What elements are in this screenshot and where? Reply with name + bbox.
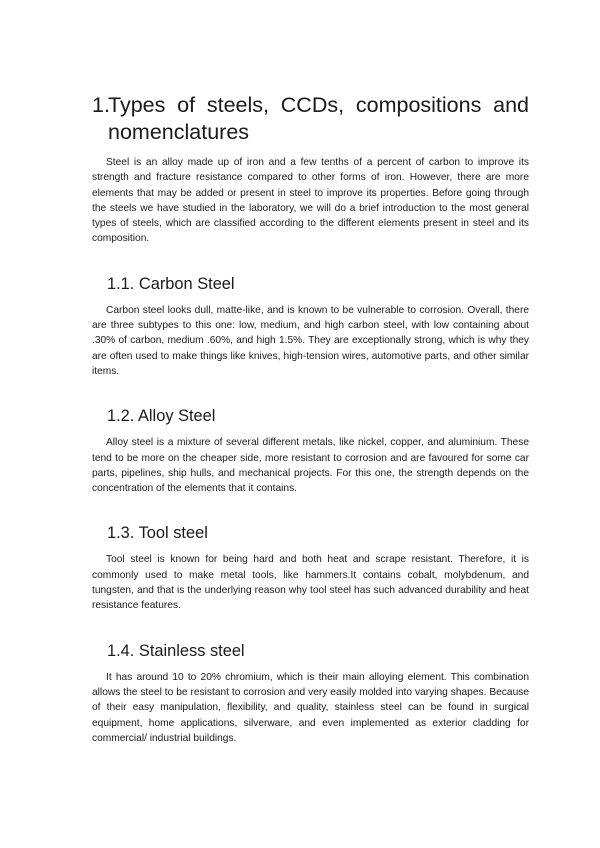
section-body-tool-steel: Tool steel is known for being hard and both heat and scrape resistant. Therefore, it is commonly used to make metal tools, like hammers.It contains cobalt, molybdenum, and tungsten, and that is the underlying reason why tool steel has such advanced durability and heat resistance features. — [92, 554, 529, 612]
section-heading-stainless-steel: 1.4. Stainless steel — [107, 641, 245, 660]
section-heading-tool-steel: 1.3. Tool steel — [107, 524, 208, 543]
page-title — [92, 92, 529, 146]
section-body-alloy-steel: Alloy steel is a mixture of several different metals, like nickel, copper, and aluminium. These tend to be more on the cheaper side, more resistant to corrosion and are favoured for some car parts, pipelines, ship hulls, and mechanical projects. For this one, the strength depends on the concentration of the elements that it contains. — [92, 437, 529, 495]
title-number: 1. — [92, 93, 110, 117]
section-body-carbon-steel: Carbon steel looks dull, matte-like, and is known to be vulnerable to corrosion. Overall, there are three subtypes to this one: low, medium, and high carbon steel, with low containing about .30% of carbon, medium .60%, and high 1.5%. They are exceptionally strong, which is why they are often used to make things like knives, high-tension wires, automotive parts, and other similar items. — [92, 304, 529, 377]
title-text: Types of steels, CCDs, compositions and nomenclatures — [108, 93, 529, 144]
section-heading-carbon-steel: 1.1. Carbon Steel — [107, 274, 235, 293]
section-body-stainless-steel: It has around 10 to 20% chromium, which is their main alloying element. This combination allows the steel to be resistant to corrosion and very easily molded into varying shapes. Because of their easy manipulation, flexibility, and quality, stainless steel can be found in surgical equipment, home applications, silverware, and even implemented as exterior cladding for commercial/ industrial buildings. — [92, 671, 529, 744]
section-heading-alloy-steel: 1.2. Alloy Steel — [107, 407, 216, 426]
document-content — [92, 92, 529, 746]
intro-paragraph: Steel is an alloy made up of iron and a few tenths of a percent of carbon to improve its strength and fracture resistance compared to other forms of iron. However, there are more elements that may be added or present in steel to improve its properties. Before going through the steels we have studied in the laboratory, we will do a brief introduction to the most general types of steels, which are classified according to the different elements present in steel and its composition. — [92, 157, 529, 245]
